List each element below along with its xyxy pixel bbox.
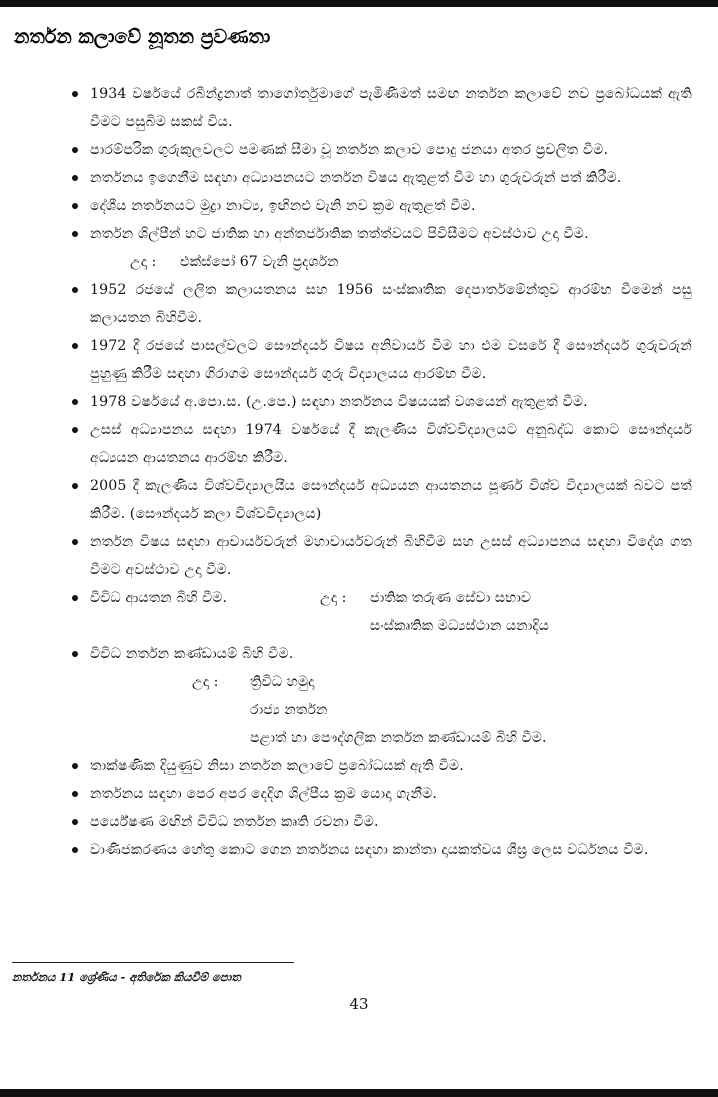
list-item: උසස් අධ්‍යාපනය සඳහා 1974 වර්ෂයේ දී කැලණිය විශ්වවිද්‍යාලයට අනුබද්ධ කොට සෞන්දර්ය අධ්‍යයන ආයතනය ආරම්භ කිරීම. [68,416,692,472]
bullet-icon [72,847,78,853]
example-text: ත්‍රිවිධ හමුදා [250,674,315,690]
example-label: උදා : [130,254,157,270]
list-item: නර්තන ශිල්පීන් හට ජාතික හා අන්තර්ජාතික තත්ත්වයට පිවිසීමට අවස්ථාව උදා වීම. [68,220,692,248]
top-border [0,0,718,7]
example-groups [68,668,692,696]
list-item: පර්යේෂණ මඟින් විවිධ නර්තන කෘති රචනා වීම. [68,808,692,836]
bullet-list [68,80,692,864]
footer-text: නර්තනය 11 ශ්‍රේණිය - අතිරේක කියවීම් පොත [12,970,241,984]
example-label: උදා : [320,590,347,606]
bullet-icon [72,427,78,433]
bullet-icon [72,91,78,97]
list-item: නර්තනය සඳහා පෙර අපර දෙදිග ශිල්පීය ක්‍රම යොදා ගැනීම. [68,780,692,808]
bullet-icon [72,175,78,181]
example-text: එක්ස්පෝ 67 වැනි ප්‍රදර්ශන [180,254,339,270]
example-text: සංස්කෘතික මධ්‍යස්ථාන යනාදිය [370,618,549,634]
bullet-icon [72,539,78,545]
footer-divider [12,962,294,963]
bullet-icon [72,203,78,209]
example-text: රාජ්‍ය නර්තන [250,702,328,718]
bullet-icon [72,595,78,601]
list-item: 2005 දී කැලණිය විශ්වවිද්‍යාලයීය සෞන්දර්ය අධ්‍යයන ආයතනය පූර්ණ විශ්ව විද්‍යාලයක් බවට පත් කිරීම. (සෞන්දර්ය කලා විශ්වවිද්‍යාලය) [68,472,692,528]
list-item: 1972 දී රජයේ පාසල්වලට සෞන්දර්ය විෂය අනිවාර්ය වීම හා එම වසරේ දී සෞන්දර්ය ගුරුවරුන් පුහුණු කිරීම සඳහා ගිරාගම සෞන්දර්ය ගුරු විද්‍යාලයය ආරම්භ වීම. [68,332,692,388]
list-item: පාරම්පරික ගුරුකුලවලට පමණක් සීමා වූ නර්තන කලාව පොදු ජනයා අතර ප්‍රචලිත වීම. [68,136,692,164]
bullet-icon [72,287,78,293]
list-item: විවිධ නර්තන කණ්ඩායම් බිහි වීම. [68,640,692,668]
bullet-icon [72,343,78,349]
list-item: වාණිජකරණය හේතු කොට ගෙන නර්තනය සඳහා කාන්තා දායකත්වය ශීඝ්‍ර ලෙස වර්ධනය වීම. [68,836,692,864]
list-item-institutions: විවිධ ආයතන බිහි වීම. උදා : ජාතික තරුණ සේවා සභාව [68,584,692,612]
example-groups-continued [68,696,692,724]
bullet-icon [72,483,78,489]
example-groups-continued [68,724,692,752]
bullet-icon [72,147,78,153]
list-item: තාක්ෂණික දියුණුව නිසා නර්තන කලාවේ ප්‍රබෝධයක් ඇති වීම. [68,752,692,780]
bullet-icon [72,819,78,825]
bullet-icon [72,791,78,797]
list-item: දේශීය නර්තනයට මුද්‍රා නාට්‍ය, ඉඟිනළු වැනි නව ක්‍රම ඇතුළත් වීම. [68,192,692,220]
example-text: පළාත් හා පෞද්ගලික නර්තන කණ්ඩායම් බිහි වීම. [250,730,547,746]
bullet-icon [72,231,78,237]
list-item: 1978 වර්ෂයේ අ.පො.ස. (උ.පෙ.) සඳහා නර්තනය විෂයයක් වශයෙන් ඇතුළත් වීම. [68,388,692,416]
bullet-icon [72,651,78,657]
example-institutions-continued [68,612,692,640]
example-text: ජාතික තරුණ සේවා සභාව [370,590,532,606]
page-number: 43 [349,995,369,1013]
list-item: 1952 රජයේ ලලිත කලායතනය සහ 1956 සංස්කෘතික දෙපාර්තමේන්තුව ආරම්භ වීමෙන් පසු කලායතන බිහිවීම. [68,276,692,332]
bullet-icon [72,399,78,405]
example-expo [68,248,692,276]
page-title: නර්තන කලාවේ නූතන ප්‍රවණතා [14,26,271,48]
bottom-border [0,1089,718,1097]
list-item: නර්තනය ඉගෙනීම සඳහා අධ්‍යාපනයට නර්තන විෂය ඇතුළත් වීම හා ගුරුවරුන් පත් කිරීම. [68,164,692,192]
list-item: නර්තන විෂය සඳහා ආචාර්යවරුන් මහාචාර්යවරුන් බිහිවීම සහ උසස් අධ්‍යාපනය සඳහා විදේශ ගත වීමට අවස්ථාව උදා වීම. [68,528,692,584]
list-item: 1934 වර්ෂයේ රබීන්ද්‍රනාත් තාගෝර්තුමාගේ පැමිණීමත් සමඟ නර්තන කලාවේ නව ප්‍රබෝධයක් ඇති වීමට පසුබිම සකස් විය. [68,80,692,136]
example-label: උදා : [192,674,219,690]
bullet-icon [72,763,78,769]
